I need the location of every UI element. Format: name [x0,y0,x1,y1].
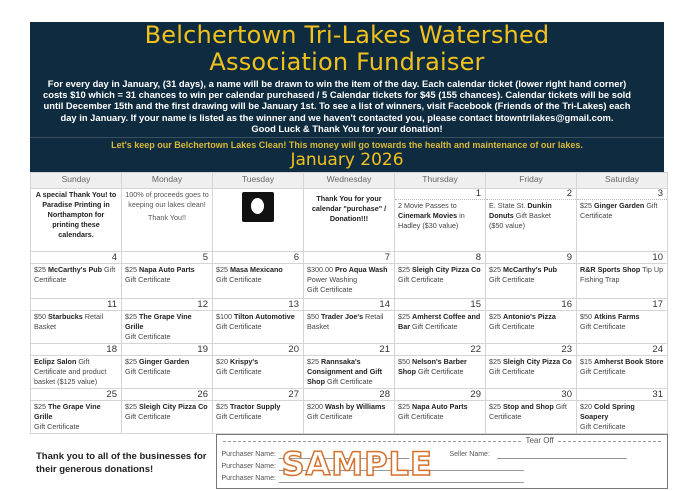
day-number: 21 [304,343,395,355]
day-cell [122,263,213,298]
sponsor-name: Cold Spring Soapery [580,401,635,421]
day-number: 29 [395,388,486,400]
prize-description [307,402,391,412]
prize-description [398,201,482,231]
day-number: 4 [31,251,122,263]
day-number: 25 [31,388,122,400]
prize-description [580,402,664,422]
day-cell [577,400,668,433]
sponsor-name: Trader Joe's [321,311,364,321]
sponsor-name: Tilton Automotive [234,311,295,321]
day-cell [395,355,486,388]
day-cell [577,263,668,298]
sponsor-name: Antonio's Pizza [503,311,556,321]
prize-description [307,265,391,285]
prize-amount: $50 [580,311,594,321]
special-cell [304,188,395,251]
seller-name-label: Seller Name: [449,450,490,458]
prize-amount: $15 [580,356,594,366]
sponsor-name: Tractor Supply [230,401,281,411]
day-cell [395,310,486,343]
prize-description [580,312,664,322]
prize-description [216,402,300,412]
title-line-1: Belchertown Tri-Lakes Watershed [144,21,550,49]
prize-detail: Gift Certificate [580,200,658,220]
day-number: 28 [304,388,395,400]
prize-amount: $20 [216,356,230,366]
prize-note: Gift Certificate [125,331,171,341]
prize-description [489,312,573,322]
day-number: 12 [122,298,213,310]
weekday-header: Sunday [31,172,122,188]
sponsor-name: Krispy's [230,356,259,366]
prize-note: Gift Certificate [125,366,171,376]
prize-amount: $50 [398,356,412,366]
prize-amount: $25 [489,264,503,274]
day-cell [486,188,577,251]
tear-off-label: Tear Off [525,435,554,445]
prize-amount: $25 [125,311,139,321]
prize-amount: $100 [216,311,234,321]
day-cell [395,400,486,433]
day-cell [31,310,122,343]
day-cell [577,188,668,251]
day-cell [122,355,213,388]
prize-amount: $25 [216,401,230,411]
day-cell [395,188,486,251]
prize-amount: 2 Movie Passes to [398,200,457,210]
day-cell [304,263,395,298]
sponsor-name: Dunkin Donuts [489,200,552,220]
weekday-header: Saturday [577,172,668,188]
association-logo-icon [242,192,274,222]
prize-detail: Power Washing [307,274,358,284]
prize-note: Gift Certificate [216,274,262,284]
day-number: 2 [486,189,576,200]
prize-amount: $20 [580,401,594,411]
weekday-header: Tuesday [213,172,304,188]
prize-detail: Tip Up Fishing Trap [580,264,664,284]
thanks-message: Thank you to all of the businesses for their generous donations! [36,450,207,475]
prize-description [489,357,573,367]
prize-description [216,312,300,322]
day-number: 15 [395,298,486,310]
sponsor-name: The Grape Vine Grille [34,401,101,421]
day-number: 31 [577,388,668,400]
prize-detail: Gift Basket [513,210,551,220]
prize-amount: $25 [34,401,48,411]
sponsor-name: Sleigh City Pizza Co [503,356,572,366]
day-cell [122,400,213,433]
day-number: 1 [395,189,485,200]
day-cell [486,310,577,343]
thank-you-note: Thank You!! [148,212,186,222]
prize-description [125,265,209,275]
prize-description [307,312,391,332]
prize-amount: $25 [489,311,503,321]
prize-detail: Retail Basket [307,311,384,331]
prize-description [34,357,118,387]
day-cell [213,263,304,298]
sponsor-name: Cinemark Movies [398,210,458,220]
day-number: 19 [122,343,213,355]
day-number: 24 [577,343,668,355]
prize-amount: $25 [216,264,230,274]
day-cell [486,400,577,433]
day-cell [122,310,213,343]
weekday-header: Monday [122,172,213,188]
day-number: 30 [486,388,577,400]
sponsor-name: Sleigh City Pizza Co [412,264,481,274]
prize-note: ($50 value) [489,220,525,230]
sponsor-name: Ginger Garden [594,200,645,210]
prize-amount: E. State St. [489,200,528,210]
prize-amount: $25 [398,311,412,321]
prize-description [307,357,391,387]
day-number: 10 [577,251,668,263]
calendar-grid [30,172,668,434]
prize-detail: Gift Certificate [580,366,626,376]
day-number: 20 [213,343,304,355]
prize-description [580,265,664,285]
prize-note: Gift Certificate [307,411,353,421]
sponsor-name: McCarthy's Pub [503,264,558,274]
sponsor-name: R&R Sports Shop [580,264,641,274]
prize-amount: $25 [34,264,48,274]
month-title: January 2026 [290,149,404,170]
prize-description [489,402,573,422]
prize-note: Gift Certificate [125,411,171,421]
prize-description [398,402,482,412]
day-cell [213,310,304,343]
flyer [30,22,668,489]
day-number: 17 [577,298,668,310]
sponsor-name: Rannsaka's Consignment and Gift Shop [307,356,383,386]
sponsor-name: Eclipz Salon [34,356,77,366]
prize-amount: $25 [580,200,594,210]
prize-description [34,312,118,332]
special-cell [122,188,213,251]
day-number: 22 [395,343,486,355]
printer-thanks: A special Thank You! to Paradise Printing in Northampton for printing these calendars. [35,189,117,239]
sponsor-name: Starbucks [48,311,83,321]
sponsor-name: Amherst Book Store [594,356,664,366]
prize-note: Gift Certificate [489,274,535,284]
prize-detail: Retail Basket [34,311,104,331]
day-cell [577,355,668,388]
sponsor-name: Nelson's Barber Shop [398,356,467,376]
sponsor-name: Ginger Garden [139,356,190,366]
prize-amount: $25 [489,356,503,366]
purchaser-name-label-2: Purchaser Name: [221,462,276,470]
prize-detail: Gift Certificate [324,376,373,386]
footer [30,434,668,489]
prize-note: Gift Certificate [216,366,262,376]
prize-description [216,265,300,275]
day-number: 11 [31,298,122,310]
ticket-stub [216,434,668,489]
prize-note: Gift Certificate [34,421,80,431]
day-number: 9 [486,251,577,263]
weekday-header: Thursday [395,172,486,188]
seller-name-field[interactable] [497,458,627,459]
purchase-thanks: Thank You for your calendar "purchase" / Donation!!! [311,193,387,223]
sponsor-name: McCarthy's Pub [48,264,103,274]
day-cell [486,263,577,298]
prize-amount: $200 [307,401,325,411]
day-number: 13 [213,298,304,310]
sponsor-name: Napa Auto Parts [412,401,468,411]
prize-note: Gift Certificate [580,321,626,331]
day-cell [304,400,395,433]
prize-description [125,357,209,367]
sample-watermark: SAMPLE [281,444,433,483]
prize-amount: $25 [398,401,412,411]
purchaser-name-label: Purchaser Name: [221,450,276,458]
prize-note: Gift Certificate [398,411,444,421]
prize-detail: Gift Certificate and product basket ($125 value) [34,356,107,386]
tear-off-line [223,435,661,445]
prize-description [216,357,300,367]
day-number: 26 [122,388,213,400]
day-number: 27 [213,388,304,400]
day-cell [213,400,304,433]
prize-amount: $25 [307,356,321,366]
day-number: 6 [213,251,304,263]
day-number: 7 [304,251,395,263]
prize-note: Gift Certificate [125,274,171,284]
day-cell [577,310,668,343]
title-line-2: Association Fundraiser [209,48,485,76]
prize-amount: $25 [125,356,139,366]
sponsor-name: Masa Mexicano [230,264,283,274]
sponsor-name: Atkins Farms [594,311,640,321]
day-cell [31,400,122,433]
sponsor-name: Sleigh City Pizza Co [139,401,208,411]
weekday-header: Wednesday [304,172,395,188]
day-number: 14 [304,298,395,310]
prize-amount: $50 [34,311,48,321]
good-luck-text: Good Luck & Thank You for your donation! [251,122,443,134]
purchaser-name-label-3: Purchaser Name: [221,474,276,482]
prize-description [398,312,482,332]
prize-description [398,357,482,377]
prize-amount: $50 [307,311,321,321]
prize-note: Gift Certificate [580,421,626,431]
prize-amount: $25 [125,264,139,274]
prize-detail: Gift Certificate [34,264,116,284]
prize-detail: Gift Certificate [489,401,567,421]
special-cell [213,188,304,251]
header-banner [30,22,664,172]
sponsor-name: Napa Auto Parts [139,264,195,274]
prize-detail: in Hadley ($30 value) [398,210,465,230]
weekday-header: Friday [486,172,577,188]
sponsor-name: The Grape Vine Grille [125,311,192,331]
prize-description [125,402,209,412]
special-cell [31,188,122,251]
prize-description [125,312,209,332]
prize-note: Gift Certificate [489,366,535,376]
prize-note: Gift Certificate [489,321,535,331]
day-cell [304,355,395,388]
day-cell [304,310,395,343]
prize-amount: $300.00 [307,264,335,274]
prize-amount: $25 [398,264,412,274]
prize-note: Gift Certificate [216,411,262,421]
prize-description [489,201,573,221]
day-number: 3 [577,189,667,200]
prize-description [489,265,573,275]
proceeds-note: 100% of proceeds goes to keeping our lakes clean! [125,189,209,209]
day-cell [31,263,122,298]
day-number: 18 [31,343,122,355]
slogan-text: Let's keep our Belchertown Lakes Clean! This money will go towards the health and maintenance of our lakes. [30,137,664,151]
prize-amount: $25 [125,401,139,411]
day-cell [31,355,122,388]
day-cell [395,263,486,298]
day-number: 23 [486,343,577,355]
prize-description [34,265,118,285]
day-cell [486,355,577,388]
sponsor-name: Pro Aqua Wash [334,264,388,274]
sponsor-name: Amherst Coffee and Bar [398,311,481,331]
prize-description [34,402,118,422]
prize-amount: $25 [489,401,503,411]
intro-text: For every day in January, (31 days), a name will be drawn to win the item of the day. Each calendar ticket (lower right hand corner) costs $10 which = 31 chances to win per calendar purchased / 5 Calendar tickets for $45 (155 chances). Calendar tickets will be sold until December 15th and the first drawing will be January 1st. To see a list of winners, visit Facebook (Friends of the Tri-Lakes) each day in January. If your name is listed as the winner and we haven't contacted you, please contact btowntrilakes@gmail.com. [43,78,631,123]
day-number: 8 [395,251,486,263]
sponsor-name: Stop and Shop [503,401,554,411]
prize-description [580,201,664,221]
day-number: 5 [122,251,213,263]
day-number: 16 [486,298,577,310]
prize-detail: Gift Certificate [415,366,464,376]
prize-note: Gift Certificate [307,284,353,294]
prize-note: Gift Certificate [216,321,262,331]
prize-description [580,357,664,377]
prize-note: Gift Certificate [398,274,444,284]
sponsor-name: Wash by Williams [325,401,386,411]
prize-description [398,265,482,275]
prize-detail: Gift Certificate [410,321,458,331]
day-cell [213,355,304,388]
